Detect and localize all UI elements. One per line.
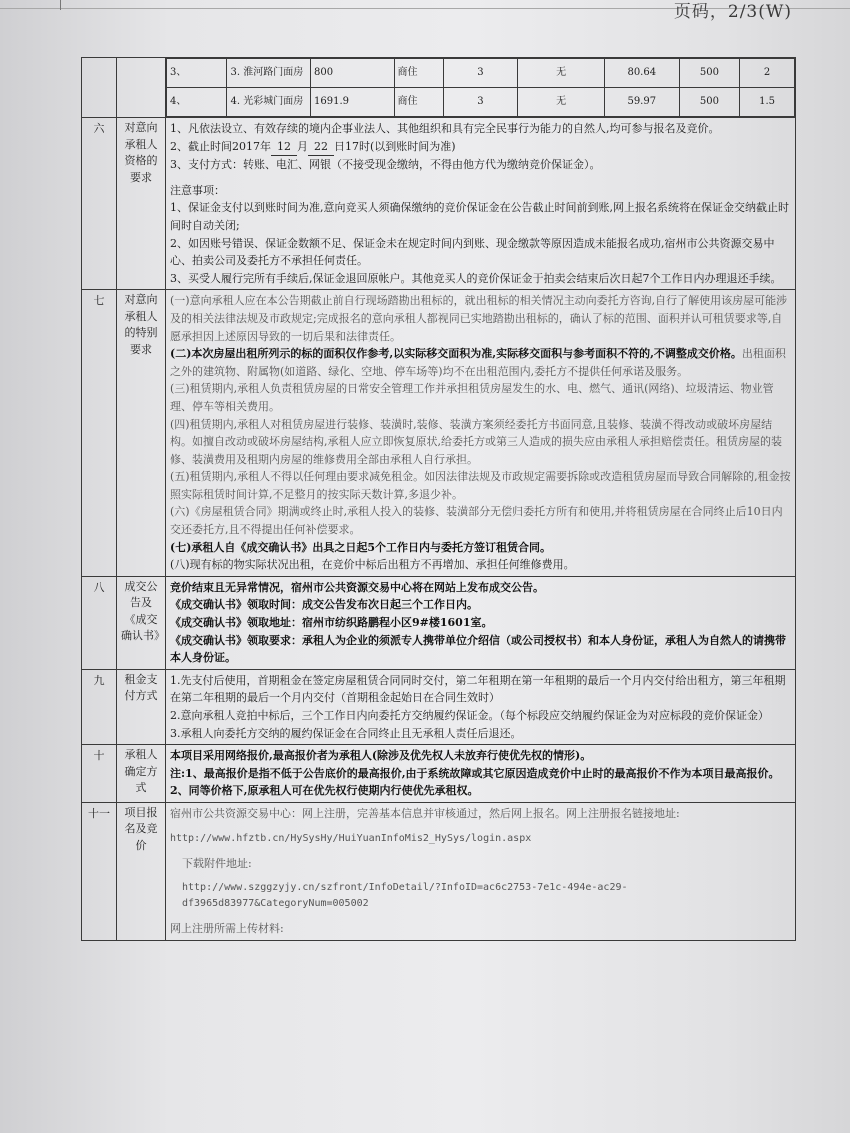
section-title: 项目报名及竞价 <box>117 802 166 940</box>
listing-price: 80.64 <box>604 59 679 88</box>
deadline-line: 2、截止时间2017年 12 月 22 日17时(以到账时间为准) <box>170 138 791 157</box>
section-8: 八 成交公告及《成交确认书》 竞价结束且无异常情况，宿州市公共资源交易中心将在网站上发布成交公告。 《成交确认书》领取时间：成交公告发布次日起三个工作日内。 《成交确认书》领取地址：宿州市纺织路鹏程小区9#楼1601室。 《成交确认书》领取要求：承租人为企业的须派专人携带单位介绍信（或公司授权书）和本人身份证，承租人为自然人的请携带本人身份证。 <box>82 576 796 669</box>
section-number: 九 <box>82 669 117 744</box>
table-row <box>167 88 795 117</box>
section-title: 承租人确定方式 <box>117 745 166 803</box>
announcement-table <box>81 57 796 941</box>
listing-row <box>82 58 796 118</box>
section-number: 八 <box>82 576 117 669</box>
note-title: 注意事项： <box>170 183 225 197</box>
listing-table <box>166 58 795 117</box>
section-number: 六 <box>82 118 117 290</box>
listing-no: 4、 <box>167 88 227 117</box>
deadline-day: 22 <box>308 138 334 157</box>
section-number: 十一 <box>82 802 117 940</box>
listing-years: 3 <box>443 88 518 117</box>
listing-decor: 无 <box>518 59 604 88</box>
section-title: 租金支付方式 <box>117 669 166 744</box>
listing-area: 800 <box>311 59 395 88</box>
section-title: 成交公告及《成交确认书》 <box>117 576 166 669</box>
listing-price: 59.97 <box>604 88 679 117</box>
header-mark <box>60 0 61 10</box>
listing-deposit: 500 <box>679 59 739 88</box>
listing-use: 商住 <box>394 59 443 88</box>
section-10: 十 承租人确定方式 本项目采用网络报价,最高报价者为承租人(除涉及优先权人未放弃行使优先权的情形)。 注:1、最高报价是指不低于公告底价的最高报价,由于系统故障或其它原因造成竞价中止时的最高报价不作为本项目最高报价。 2、同等价格下,原承租人可在优先权行使期内行使优先承租权。 <box>82 745 796 803</box>
section-number: 七 <box>82 290 117 577</box>
section-title: 对意向承租人的特别要求 <box>117 290 166 577</box>
listing-area: 1691.9 <box>311 88 395 117</box>
page-number: 页码，2/3(W) <box>673 2 792 22</box>
listing-years: 3 <box>443 59 518 88</box>
listing-decor: 无 <box>518 88 604 117</box>
section-7: 七 对意向承租人的特别要求 (一)意向承租人应在本公告期截止前自行现场踏勘出租标的，就出租标的相关情况主动向委托方咨询,自行了解使用该房屋可能涉及的相关法律法规及市政规定;完成报名的意向承租人都视同已实地踏勘出租标的，确认了标的范围、面积并认可租赁要求等,自愿承担因上述原因导致的一切后果和法律责任。 (二)本次房屋出租所列示的标的面积仅作参考,以实际移交面积为准,实际移交面积与参考面积不符的,不调整成交价格。出租面积之外的建筑物、附属物(如道路、绿化、空地、停车场等)均不在出租范围内,委托方不提供任何承诺及服务。 (三)租赁期内,承租人负责租赁房屋的日常安全管理工作并承担租赁房屋发生的水、电、燃气、通讯(网络)、垃圾清运、物业管理、停车等相关费用。 (四)租赁期内,承租人对租赁房屋进行装修、装潢时,装修、装潢方案须经委托方书面同意,且装修、装潢不得改动或破坏房屋结构。如擅自改动或破坏房屋结构,承租人应立即恢复原状,给委托方或第三人造成的损失应由承租人承担赔偿责任。租赁房屋的装修、装潢费用及租期内房屋的维修费用全部由承租人自行承担。 (五)租赁期内,承租人不得以任何理由要求减免租金。如因法律法规及市政规定需要拆除或改造租赁房屋而导致合同解除的,租金按照实际租赁时间计算,不足整月的按实际天数计算,多退少补。 (六)《房屋租赁合同》期满或终止时,承租人投入的装修、装潢部分无偿归委托方所有和使用,并将租赁房屋在合同终止后10日内交还委托方,且不得提出任何补偿要求。 (七)承租人自《成交确认书》出具之日起5个工作日内与委托方签订租赁合同。 (八)现有标的物实际状况出租，在竞价中标后出租方不再增加、承担任何维修费用。 <box>82 290 796 577</box>
table-row <box>167 59 795 88</box>
listing-name: 4. 光彩城门面房 <box>227 88 311 117</box>
section-9: 九 租金支付方式 1.先支付后使用，首期租金在签定房屋租赁合同同时交付，第二年租期在第一年租期的最后一个月内交付给出租方，第三年租期在第二年租期的最后一个月内交付（首期租金起始日在合同生效时） 2.意向承租人竞拍中标后，三个工作日内向委托方交纳履约保证金。（每个标段应交纳履约保证金为对应标段的竞价保证金） 3.承租人向委托方交纳的履约保证金在合同终止且无承租人责任后退还。 <box>82 669 796 744</box>
section-title: 对意向承租人资格的要求 <box>117 118 166 290</box>
section-11: 十一 项目报名及竞价 宿州市公共资源交易中心：网上注册，完善基本信息并审核通过，然后网上报名。网上注册报名链接地址: http://www.hfztb.cn/HySysHy/HuiYuanInfoMis2_HySys/login.aspx 下载附件地址: http://www.szggzyjy.cn/szfront/InfoDetail/?InfoID=ac6c2753-7e1c-494e-ac29-df3965d83977&CategoryNum=005002 网上注册所需上传材料: <box>82 802 796 940</box>
listing-deposit: 500 <box>679 88 739 117</box>
section-number: 十 <box>82 745 117 803</box>
listing-no: 3、 <box>167 59 227 88</box>
listing-increment: 2 <box>740 59 795 88</box>
listing-use: 商住 <box>394 88 443 117</box>
attachment-link[interactable]: http://www.szggzyjy.cn/szfront/InfoDetail/?InfoID=ac6c2753-7e1c-494e-ac29-df3965d83977&CategoryNum=005002 <box>182 882 628 910</box>
section-6: 六 对意向承租人资格的要求 1、凡依法设立、有效存续的境内企事业法人、其他组织和具有完全民事行为能力的自然人,均可参与报名及竞价。 2、截止时间2017年 12 月 22 日17时(以到账时间为准) 3、支付方式：转账、电汇、网银（不接受现金缴纳，不得由他方代为缴纳竞价保证金）。 注意事项： 1、保证金支付以到账时间为准,意向竞买人须确保缴纳的竞价保证金在公告截止时间前到账,网上报名系统将在保证金交纳截止时间时自动关闭; 2、如因账号错误、保证金数额不足、保证金未在规定时间内到账、现金缴款等原因造成未能报名成功,宿州市公共资源交易中心、拍卖公司及委托方不承担任何责任。 3、买受人履行完所有手续后,保证金退回原帐户。其他竞买人的竞价保证金于拍卖会结束后次日起7个工作日内办理退还手续。 <box>82 118 796 290</box>
listing-increment: 1.5 <box>740 88 795 117</box>
deadline-month: 12 <box>271 138 297 157</box>
listing-name: 3. 淮河路门面房 <box>227 59 311 88</box>
registration-link[interactable]: http://www.hfztb.cn/HySysHy/HuiYuanInfoMis2_HySys/login.aspx <box>170 832 532 844</box>
